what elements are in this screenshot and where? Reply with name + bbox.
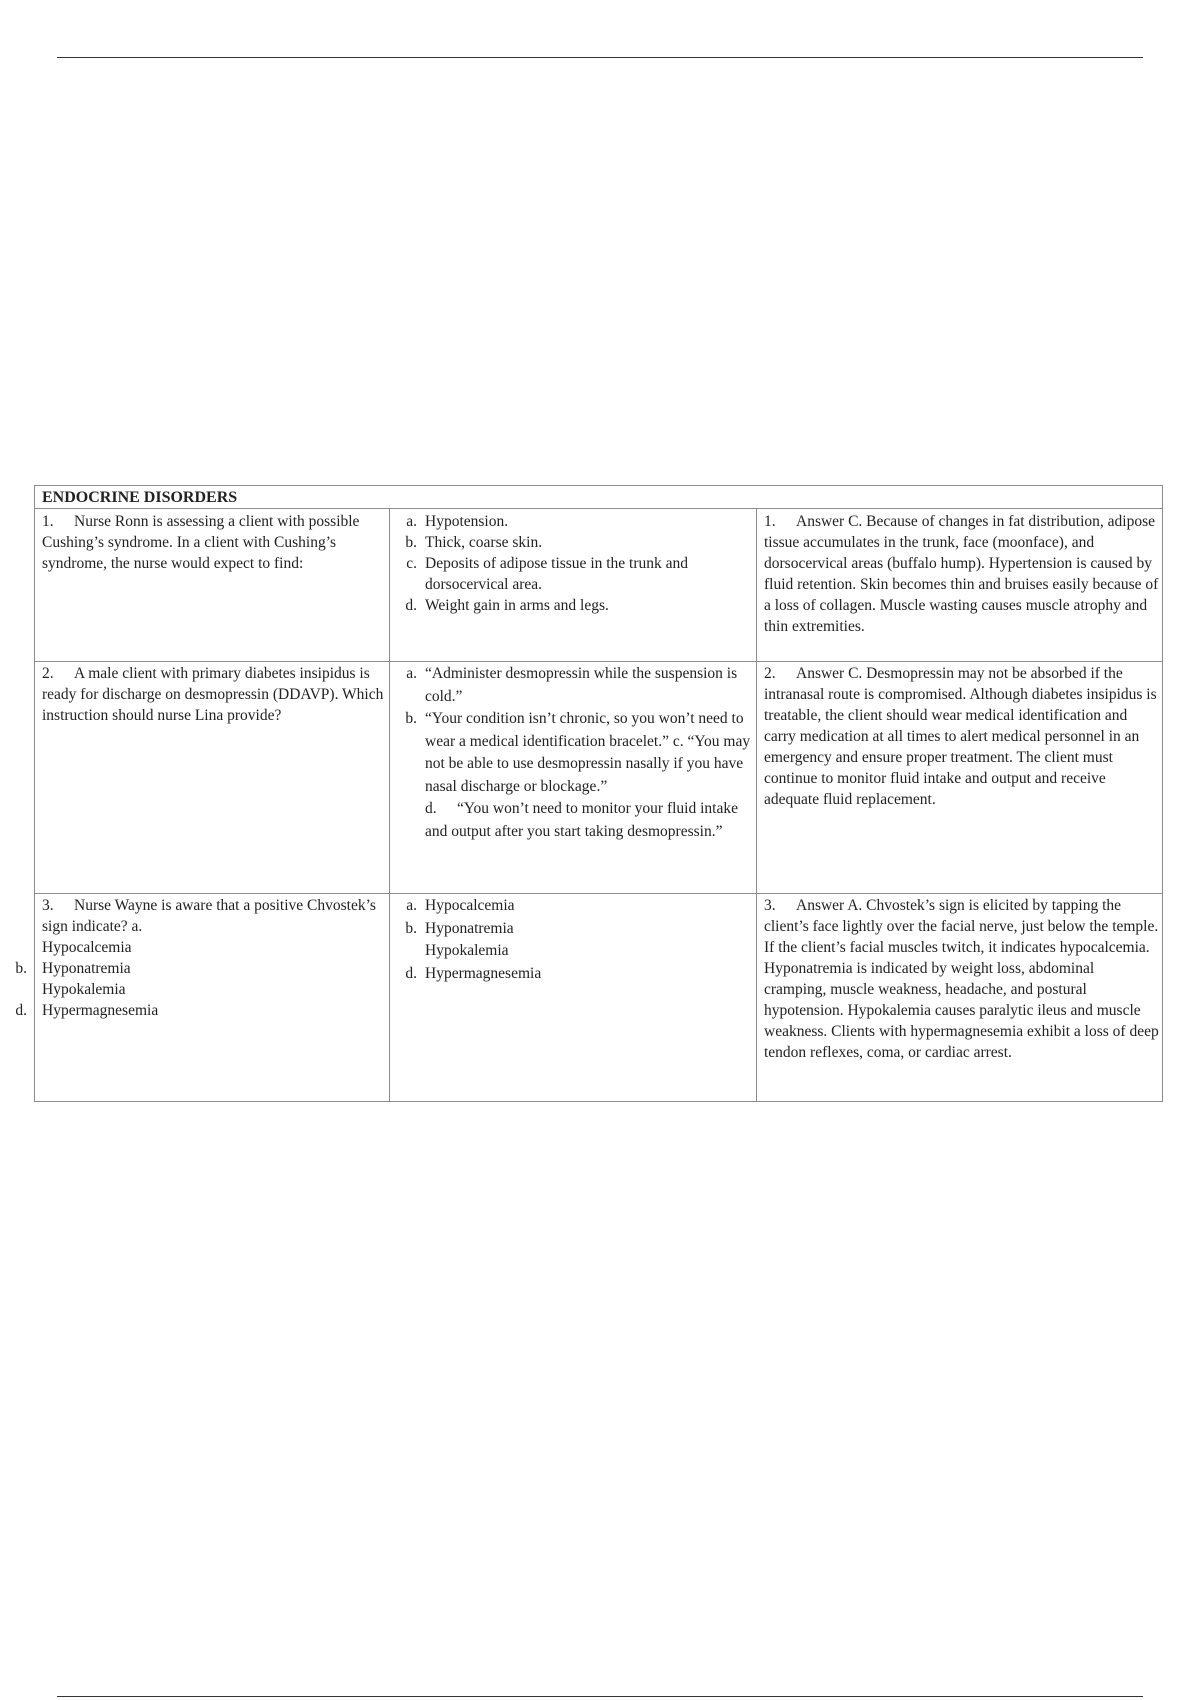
option-b: b. Hyponatremia (405, 919, 514, 937)
choice-item: Hypokalemia (42, 981, 126, 998)
question-1 (42, 511, 385, 574)
question-2 (42, 663, 385, 726)
footer-rule (57, 1696, 1143, 1697)
question-cell-1 (35, 509, 389, 661)
question-cell-2 (35, 661, 389, 893)
answer-number: 1. (764, 513, 776, 530)
answer-cell-2 (756, 661, 1164, 893)
question-3 (42, 895, 385, 937)
option-d: d. Hypermagnesemia (405, 964, 542, 982)
answer-cell-1 (756, 509, 1164, 661)
option-d: d. “You won’t need to monitor your fluid intake and output after you start taking desmopressin.” (425, 800, 738, 840)
header-rule (57, 57, 1143, 58)
option-c: c. Deposits of adipose tissue in the trunk and dorsocervical area. (406, 555, 689, 593)
question-text: Nurse Wayne is aware that a positive Chvostek’s sign indicate? a. (42, 897, 376, 935)
choice-item: Hypocalcemia (42, 939, 132, 956)
question-3-choices (15, 937, 385, 1021)
question-number: 3. (42, 897, 54, 914)
options-cell-3 (389, 893, 756, 1102)
choice-item: d. Hypermagnesemia (15, 1002, 159, 1019)
options-cell-1 (389, 509, 756, 661)
answer-cell-3 (756, 893, 1164, 1102)
choice-item: b. Hyponatremia (15, 960, 131, 977)
endocrine-table (15, 485, 1163, 1102)
question-text: A male client with primary diabetes insipidus is ready for discharge on desmopressin (DDAVP). Which instruction should nurse Lina provide? (42, 665, 384, 724)
option-b: b. Thick, coarse skin. (405, 534, 543, 551)
section-title: ENDOCRINE DISORDERS (35, 486, 1162, 509)
answer-text: Answer C. Because of changes in fat distribution, adipose tissue accumulates in the trunk, face (moonface), and dorsocervical areas (buffalo hump). Hypertension is caused by fluid retention. Skin becomes thin and bruises easily because of a loss of collagen. Muscle wasting causes muscle atrophy and thin extremities. (764, 513, 1159, 635)
question-number: 2. (42, 665, 54, 682)
options-cell-2 (389, 661, 756, 893)
option-a: a. Hypocalcemia (406, 897, 515, 914)
answer-number: 3. (764, 897, 776, 914)
option-a: a. “Administer desmopressin while the suspension is cold.” (406, 665, 738, 705)
answer-text: Answer C. Desmopressin may not be absorbed if the intranasal route is compromised. Although diabetes insipidus is treatable, the client should wear medical identification and carry medication at all times to alert medical personnel in an emergency and ensure proper treatment. The client must continue to monitor fluid intake and output and receive adequate fluid replacement. (764, 665, 1157, 808)
question-cell-3 (15, 893, 389, 1102)
question-number: 1. (42, 513, 54, 530)
answer-text: Answer A. Chvostek’s sign is elicited by tapping the client’s face lightly over the facial nerve, just below the temple. If the client’s facial muscles twitch, it indicates hypocalcemia. Hyponatremia is indicated by weight loss, abdominal cramping, muscle weakness, headache, and postural hypotension. Hypokalemia causes paralytic ileus and muscle weakness. Clients with hypermagnesemia exhibit a loss of deep tendon reflexes, coma, or cardiac arrest. (764, 897, 1159, 1061)
option-d: d. Weight gain in arms and legs. (405, 597, 609, 614)
question-text: Nurse Ronn is assessing a client with possible Cushing’s syndrome. In a client with Cushing’s syndrome, the nurse would expect to find: (42, 513, 360, 572)
answer-number: 2. (764, 665, 776, 682)
option-a: a. Hypotension. (406, 513, 509, 530)
option-b: b. “Your condition isn’t chronic, so you won’t need to wear a medical identification bracelet.” c. “You may not be able to use desmopressin nasally if you have nasal discharge or blockage.” (405, 710, 751, 795)
option-c: Hypokalemia (425, 942, 509, 959)
